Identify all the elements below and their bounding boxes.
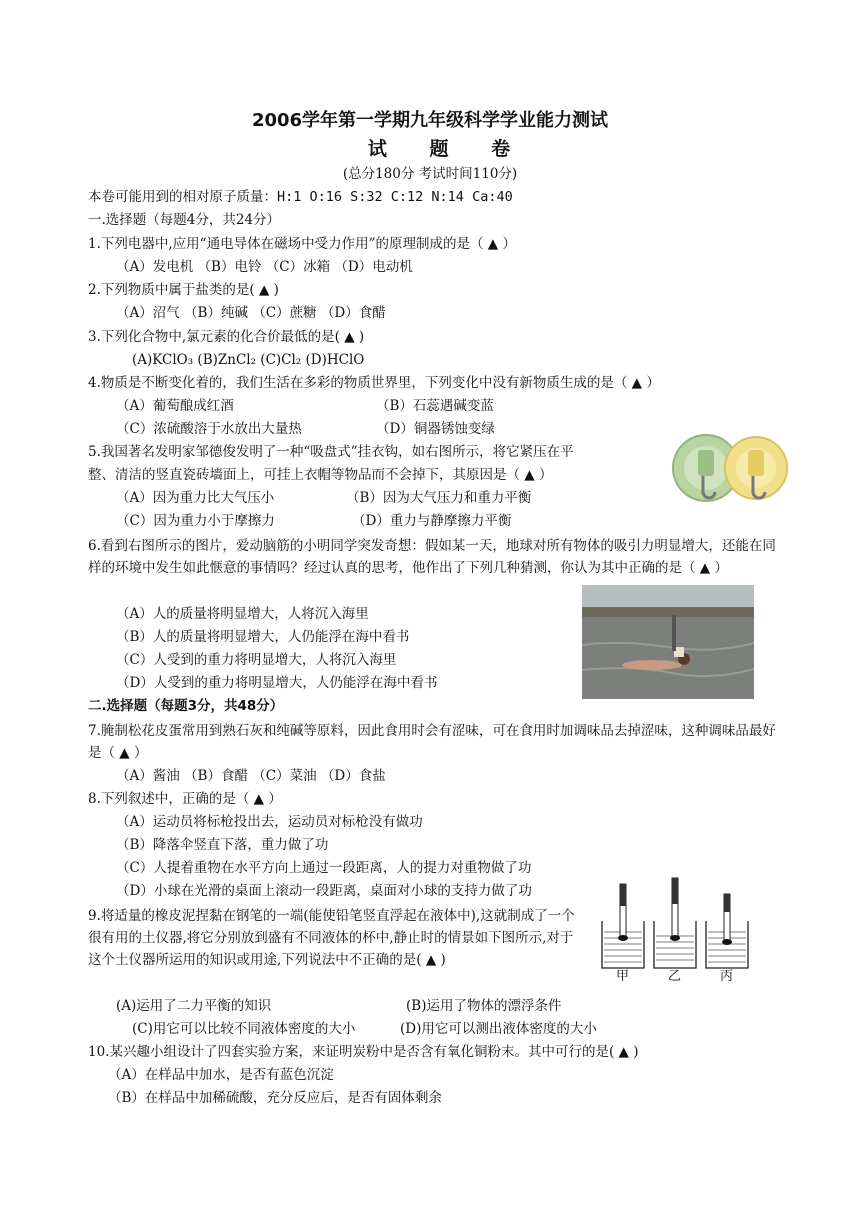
- question-stem-line: 5.我国著名发明家邹德俊发明了一种“吸盘式”挂衣钩，如右图所示，将它紧压在平: [88, 444, 574, 460]
- option-c: （C）因为重力小于摩擦力: [116, 513, 275, 529]
- figure-label: 丙: [720, 969, 734, 984]
- page-title: 2006学年第一学期九年级科学学业能力测试: [251, 110, 609, 131]
- option-d: （D）小球在光滑的桌面上滚动一段距离，桌面对小球的支持力做了功: [116, 883, 532, 899]
- option-a: （A）人的质量将明显增大，人将沉入海里: [116, 606, 369, 622]
- figure-label: 乙: [668, 969, 682, 984]
- exam-meta: (总分180分 考试时间110分): [342, 166, 518, 182]
- option-b: （B）在样品中加稀硫酸，充分反应后，是否有固体剩余: [108, 1090, 442, 1106]
- section-heading: 一.选择题（每题4分，共24分）: [88, 212, 281, 228]
- question-stem: 1.下列电器中,应用“通电导体在磁场中受力作用”的原理制成的是（ ▲ ）: [88, 236, 516, 252]
- question-stem: 7.腌制松花皮蛋常用到熟石灰和纯碱等原料，因此食用时会有涩味，可在食用时加调味品去掉涩味，这种调味品最好是（ ▲ ）: [88, 723, 776, 761]
- option-a: (A)运用了二力平衡的知识: [116, 998, 272, 1014]
- option-c: （C）人提着重物在水平方向上通过一段距离，人的提力对重物做了功: [116, 860, 532, 876]
- question-options: (A)KClO₃ (B)ZnCl₂ (C)Cl₂ (D)HClO: [132, 352, 365, 368]
- option-c: （C）浓硫酸溶于水放出大量热: [116, 421, 302, 437]
- option-d: (D)用它可以测出液体密度的大小: [400, 1021, 597, 1037]
- question-stem-line: 整、清洁的竖直瓷砖墙面上，可挂上衣帽等物品而不会掉下，其原因是（ ▲ ）: [88, 467, 553, 483]
- option-a: （A）运动员将标枪投出去，运动员对标枪没有做功: [116, 814, 423, 830]
- question-stem: 9.将适量的橡皮泥捏黏在钢笔的一端(能使铅笔竖直浮起在液体中),这就制成了一个很有用的土仪器,将它分别放到盛有不同液体的杯中,静止时的情景如下图所示,对于这个土仪器所运用的知识或用途,下列说法中不正确的是( ▲ ): [88, 908, 575, 968]
- question-stem: 2.下列物质中属于盐类的是( ▲ ): [88, 282, 279, 298]
- option-b: (B)运用了物体的漂浮条件: [406, 998, 562, 1014]
- option-a: （A）葡萄酿成红酒: [116, 398, 234, 414]
- section-heading: 二.选择题（每题3分，共48分）: [88, 698, 284, 714]
- question-stem: 10.某兴趣小组设计了四套实验方案，来证明炭粉中是否含有氧化铜粉末。其中可行的是( ▲ ): [88, 1044, 639, 1060]
- option-d: （D）人受到的重力将明显增大，人仍能浮在海中看书: [116, 675, 438, 691]
- option-c: (C)用它可以比较不同液体密度的大小: [132, 1021, 356, 1037]
- suction-hook-image: [670, 428, 788, 512]
- floating-reader-photo: [582, 585, 754, 699]
- option-b: （B）人的质量将明显增大，人仍能浮在海中看书: [116, 629, 410, 645]
- option-a: （A）在样品中加水，是否有蓝色沉淀: [108, 1067, 334, 1083]
- option-b: （B）因为大气压力和重力平衡: [346, 490, 532, 506]
- option-b: （B）降落伞竖直下落，重力做了功: [116, 837, 329, 853]
- question-options: （A）沼气 （B）纯碱 （C）蔗糖 （D）食醋: [116, 305, 386, 321]
- option-b: （B）石蕊遇碱变蓝: [376, 398, 494, 414]
- question-stem: 6.看到右图所示的图片，爱动脑筋的小明同学突发奇想：假如某一天，地球对所有物体的吸引力明显增大，还能在同样的环境中发生如此惬意的事情吗？经过认真的思考，他作出了下列几种猜测，你认为其中正确的是（ ▲ ）: [88, 538, 776, 576]
- option-d: （D）重力与静摩擦力平衡: [352, 513, 512, 529]
- question-options: （A）酱油 （B）食醋 （C）菜油 （D）食盐: [116, 768, 386, 784]
- option-c: （C）人受到的重力将明显增大，人将沉入海里: [116, 652, 397, 668]
- question-stem: 4.物质是不断变化着的，我们生活在多彩的物质世界里，下列变化中没有新物质生成的是（ ▲ ）: [88, 375, 660, 391]
- page-subtitle: 试 题 卷: [367, 138, 529, 160]
- atomic-masses: 本卷可能用到的相对原子质量：H:1 O:16 S:32 C:12 N:14 Ca:40: [88, 189, 513, 205]
- figure-label: 甲: [616, 969, 630, 984]
- question-options: （A）发电机 （B）电铃 （C）冰箱 （D）电动机: [116, 259, 413, 275]
- option-a: （A）因为重力比大气压小: [116, 490, 275, 506]
- question-stem: 3.下列化合物中,氯元素的化合价最低的是( ▲ ): [88, 329, 365, 345]
- question-stem: 8.下列叙述中，正确的是（ ▲ ）: [88, 791, 282, 807]
- option-d: （D）铜器锈蚀变绿: [376, 421, 495, 437]
